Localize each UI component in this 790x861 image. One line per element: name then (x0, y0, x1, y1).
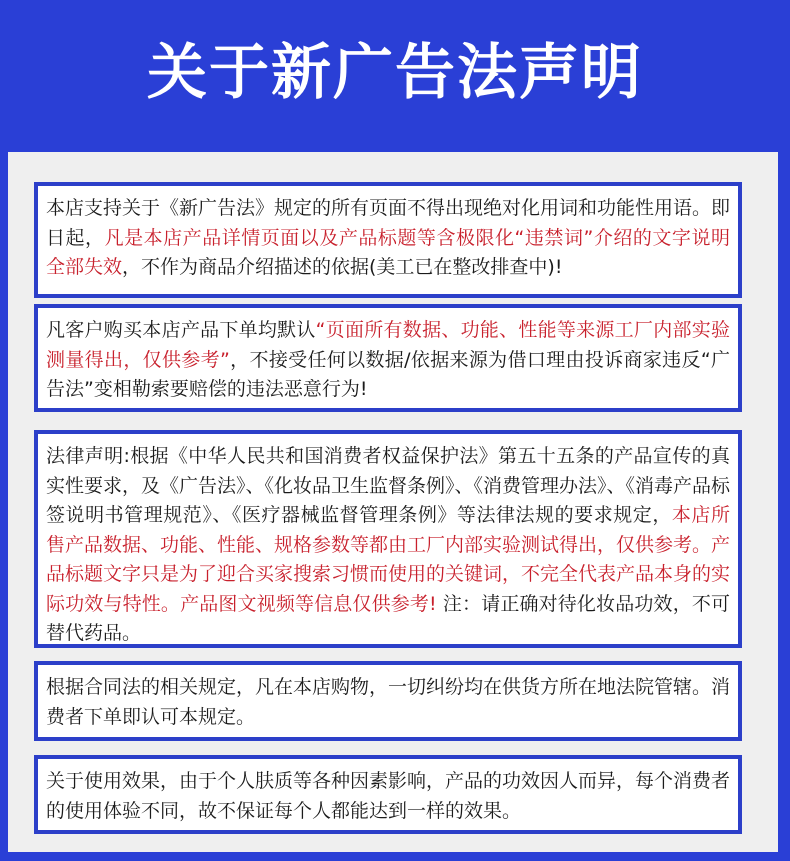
notice-box-jurisdiction (34, 661, 742, 741)
notice-text: 注：请正确对待化妆品功效，不可替代药品。 (46, 592, 730, 644)
notice-box-usage-effect (34, 755, 742, 834)
notice-text: ，不作为商品介绍描述的依据(美工已在整改排查中)! (122, 256, 563, 278)
notice-highlight-text: 凡是本店产品详情页面以及产品标题等含极限化“违禁词”介绍的文字说明全部失效 (46, 226, 730, 278)
notice-panel (8, 152, 778, 852)
notice-text: 凡客户购买本店产品下单均默认 (46, 319, 316, 341)
notice-text: 关于使用效果，由于个人肤质等各种因素影响，产品的功效因人而异，每个消费者的使用体验不同，故不保证每个人都能达到一样的效果。 (46, 770, 731, 822)
notice-box-data-reference (34, 304, 742, 412)
notice-text: ，不接受任何以数据/依据来源为借口理由投诉商家违反“广告法”变相勒索要赔偿的违法恶意行为! (46, 348, 730, 400)
header-banner (0, 0, 790, 145)
notice-text: 法律声明:根据《中华人民共和国消费者权益保护法》第五十五条的产品宣传的真实性要求，及《广告法》、《化妆品卫生监督条例》、《消费管理办法》、《消毒产品标签说明书管理规范》、《医疗器械监督管理条例》等法律法规的要求规定， (46, 445, 731, 526)
notice-text: 本店支持关于《新广告法》规定的所有页面不得出现绝对化用词和功能性用语。即日起， (46, 197, 731, 249)
notice-text: 根据合同法的相关规定，凡在本店购物，一切纠纷均在供货方所在地法院管辖。消费者下单即认可本规定。 (46, 676, 731, 728)
notice-highlight-text: 本店所售产品数据、功能、性能、规格参数等都由工厂内部实验测试得出，仅供参考。产品标题文字只是为了迎合买家搜索习惯而使用的关键词，不完全代表产品本身的实际功效与特性。产品图文视频等信息仅供参考! (46, 504, 731, 615)
notice-box-legal-statement (34, 430, 742, 648)
notice-highlight-text: “页面所有数据、功能、性能等来源工厂内部实验测量得出，仅供参考” (46, 319, 730, 371)
page-title: 关于新广告法声明 (147, 37, 643, 108)
notice-box-absolute-terms (34, 182, 742, 298)
